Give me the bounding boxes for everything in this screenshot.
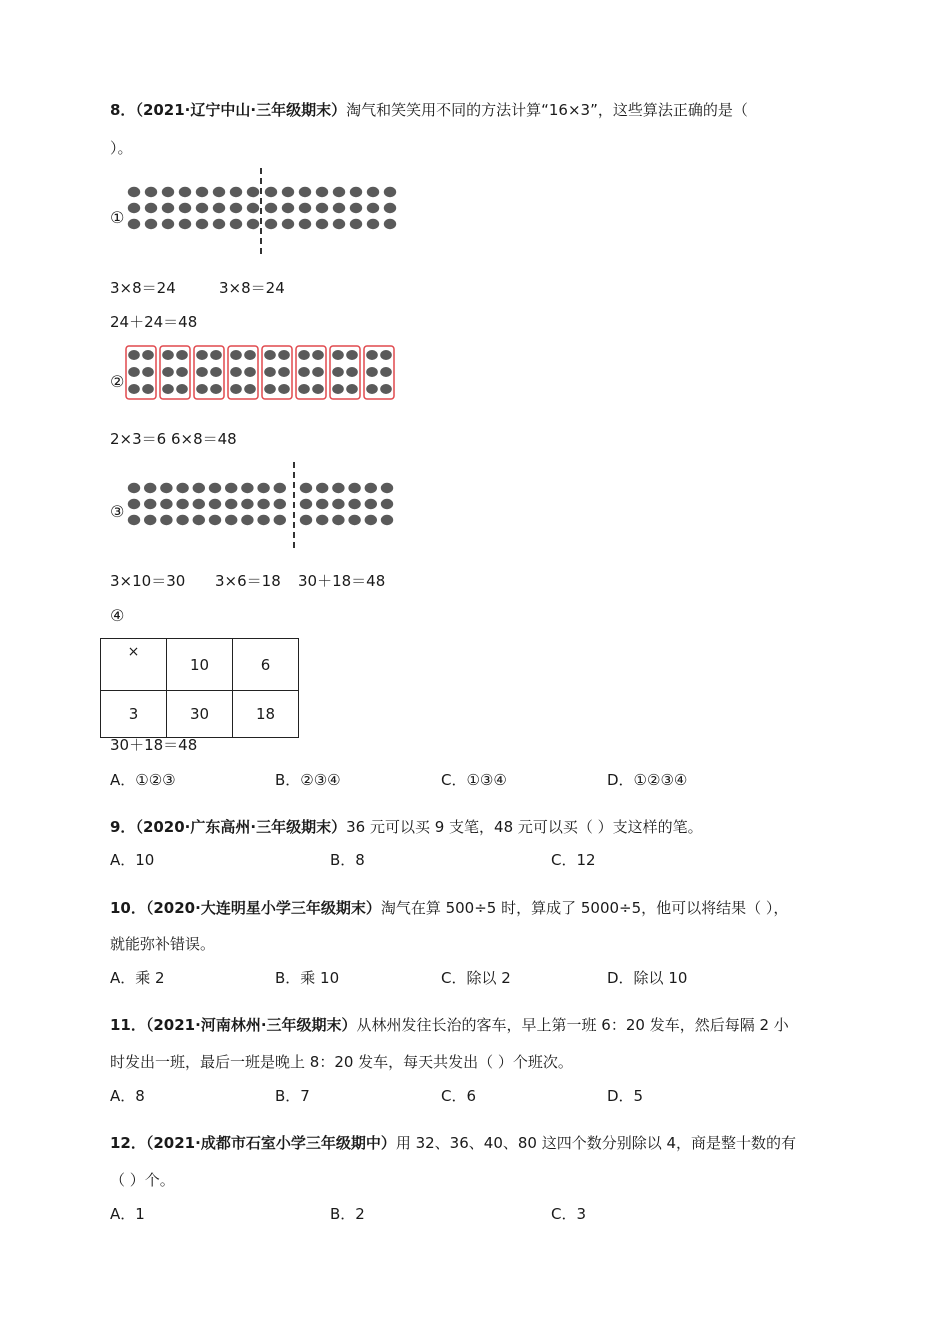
dot (333, 203, 345, 213)
dot (346, 384, 358, 394)
dot (241, 499, 253, 509)
dot (350, 203, 362, 213)
dot (230, 187, 242, 197)
q11-option-a[interactable]: A．8 (110, 1087, 145, 1105)
q8-method3-eq2: 3×6＝18 (215, 572, 281, 590)
dot (312, 367, 324, 377)
dot (128, 187, 140, 197)
dot (380, 350, 392, 360)
dot (332, 384, 344, 394)
dot (366, 367, 378, 377)
dot (299, 203, 311, 213)
dot (241, 515, 253, 525)
q10-stem-text: 淘气在算 500÷5 时，算成了 5000÷5，他可以将结果（ ）， (380, 899, 789, 917)
dot (196, 350, 208, 360)
dot (380, 384, 392, 394)
dot (176, 350, 188, 360)
dot (210, 350, 222, 360)
dot (162, 350, 174, 360)
dot (162, 203, 174, 213)
dot (244, 350, 256, 360)
dot (265, 219, 277, 229)
q8-method1-dot-figure (124, 166, 400, 256)
dot (176, 367, 188, 377)
dot (367, 187, 379, 197)
dot (365, 515, 377, 525)
dot (176, 515, 188, 525)
dot (196, 384, 208, 394)
q8-stem-line2: ）。 (110, 139, 133, 157)
dot (332, 350, 344, 360)
dot (299, 219, 311, 229)
dot (128, 515, 140, 525)
dot (348, 515, 360, 525)
q9-stem (110, 817, 703, 837)
dot (300, 483, 312, 493)
table-cell: 18 (233, 691, 299, 738)
dot (160, 515, 172, 525)
dot (257, 515, 269, 525)
dot (193, 515, 205, 525)
dot (264, 367, 276, 377)
dot (230, 367, 242, 377)
q8-method3-label: ③ (110, 502, 125, 521)
dot (209, 515, 221, 525)
dot (244, 367, 256, 377)
table-row-header-cell: 3 (101, 691, 167, 738)
dot (128, 384, 140, 394)
dot (257, 499, 269, 509)
q8-method1-label: ① (110, 208, 125, 227)
q12-stem-line2: （ ）个。 (110, 1171, 175, 1189)
q8-method2-dot-figure (124, 344, 402, 402)
dot (142, 384, 154, 394)
dot (244, 384, 256, 394)
q9-option-c[interactable]: C．12 (551, 851, 596, 869)
dot (346, 350, 358, 360)
dot (265, 187, 277, 197)
dot (145, 203, 157, 213)
dot (196, 187, 208, 197)
table-row (101, 691, 299, 738)
q8-number: 8． (110, 101, 136, 119)
dot (210, 367, 222, 377)
q9-option-a[interactable]: A．10 (110, 851, 155, 869)
dot (282, 219, 294, 229)
q10-option-b[interactable]: B．乘 10 (275, 969, 340, 987)
q8-option-d[interactable]: D．①②③④ (607, 771, 688, 789)
q12-source: （2021·成都市石室小学三年级期中） (145, 1134, 396, 1152)
dot (128, 203, 140, 213)
dot (145, 187, 157, 197)
dot (160, 499, 172, 509)
dot (298, 384, 310, 394)
dot (365, 483, 377, 493)
dot (384, 187, 396, 197)
dot (316, 203, 328, 213)
dot (162, 384, 174, 394)
dot (332, 367, 344, 377)
q9-stem-text: 36 元可以买 9 支笔，48 元可以买（ ）支这样的笔。 (346, 818, 703, 836)
table-header-cell: 10 (167, 639, 233, 691)
dot (350, 219, 362, 229)
dot (144, 499, 156, 509)
dot (230, 203, 242, 213)
dot (209, 483, 221, 493)
table-header-cell: 6 (233, 639, 299, 691)
dot (366, 384, 378, 394)
dot (282, 187, 294, 197)
q11-stem-text: 从林州发往长治的客车，早上第一班 6：20 发车，然后每隔 2 小 (356, 1016, 789, 1034)
dot (274, 483, 286, 493)
q11-option-b[interactable]: B．7 (275, 1087, 310, 1105)
dot (316, 219, 328, 229)
q11-number: 11． (110, 1016, 146, 1034)
dot (312, 350, 324, 360)
dot (348, 499, 360, 509)
dot (282, 203, 294, 213)
q10-option-a[interactable]: A．乘 2 (110, 969, 165, 987)
dot (128, 367, 140, 377)
dot (196, 203, 208, 213)
dot (247, 219, 259, 229)
dot (213, 203, 225, 213)
dot (381, 483, 393, 493)
dot (241, 483, 253, 493)
dot (209, 499, 221, 509)
dot (176, 384, 188, 394)
table-corner-cell: × (101, 639, 167, 691)
q10-stem-line2: 就能弥补错误。 (110, 935, 216, 953)
dot (179, 219, 191, 229)
dot (225, 499, 237, 509)
q8-method4-label: ④ (110, 606, 125, 625)
dot (145, 219, 157, 229)
q11-stem (110, 1015, 789, 1035)
dot (179, 187, 191, 197)
dot (300, 499, 312, 509)
dot (193, 499, 205, 509)
q10-stem (110, 898, 788, 918)
dot (264, 384, 276, 394)
dot (316, 483, 328, 493)
dot (210, 384, 222, 394)
dot (316, 515, 328, 525)
q8-method3-dot-figure (124, 460, 400, 550)
q12-stem (110, 1133, 796, 1153)
dot (257, 483, 269, 493)
dot (225, 483, 237, 493)
q8-method1-eq3: 24＋24＝48 (110, 313, 198, 331)
dot (196, 367, 208, 377)
dot (230, 350, 242, 360)
dot (384, 203, 396, 213)
dot (366, 350, 378, 360)
dot (128, 350, 140, 360)
q10-source: （2020·大连明星小学三年级期末） (145, 899, 381, 917)
dot (278, 367, 290, 377)
dot (162, 187, 174, 197)
q8-method3-eq3: 30＋18＝48 (298, 572, 386, 590)
dot (274, 515, 286, 525)
dot (384, 219, 396, 229)
q10-option-d[interactable]: D．除以 10 (607, 969, 688, 987)
q8-option-c[interactable]: C．①③④ (441, 771, 507, 789)
dot (128, 483, 140, 493)
q8-method1-eq1: 3×8＝24 (110, 279, 176, 297)
dot (316, 187, 328, 197)
dot (332, 499, 344, 509)
dot (162, 367, 174, 377)
q12-option-a[interactable]: A．1 (110, 1205, 145, 1223)
dot (381, 515, 393, 525)
q8-method2-label: ② (110, 372, 125, 391)
dot (298, 367, 310, 377)
dot (128, 499, 140, 509)
dot (381, 499, 393, 509)
q11-stem-line2: 时发出一班，最后一班是晚上 8：20 发车，每天共发出（ ）个班次。 (110, 1053, 573, 1071)
dot (265, 203, 277, 213)
q12-stem-text: 用 32、36、40、80 这四个数分别除以 4，商是整十数的有 (395, 1134, 797, 1152)
q9-number: 9． (110, 818, 136, 836)
dot (298, 350, 310, 360)
dot (160, 483, 172, 493)
dot (142, 350, 154, 360)
dot (264, 350, 276, 360)
dot (193, 483, 205, 493)
dot (225, 515, 237, 525)
q8-option-a[interactable]: A．①②③ (110, 771, 176, 789)
dot (247, 187, 259, 197)
dot (346, 367, 358, 377)
dot (230, 384, 242, 394)
dot (333, 187, 345, 197)
q8-option-b[interactable]: B．②③④ (275, 771, 341, 789)
q12-option-b[interactable]: B．2 (330, 1205, 365, 1223)
q8-source: （2021·辽宁中山·三年级期末） (135, 101, 347, 119)
dot (274, 499, 286, 509)
dot (230, 219, 242, 229)
dot (300, 515, 312, 525)
q10-number: 10． (110, 899, 146, 917)
q10-option-c[interactable]: C．除以 2 (441, 969, 511, 987)
dot (176, 483, 188, 493)
q11-option-d[interactable]: D．5 (607, 1087, 644, 1105)
table-row (101, 639, 299, 691)
dot (365, 499, 377, 509)
dot (196, 219, 208, 229)
dot (278, 384, 290, 394)
dot (380, 367, 392, 377)
q8-method2-eq: 2×3＝6 6×8＝48 (110, 430, 237, 448)
dot (316, 499, 328, 509)
dot (142, 367, 154, 377)
dot (144, 515, 156, 525)
q8-stem (110, 100, 748, 120)
dot (162, 219, 174, 229)
q8-stem-text: 淘气和笑笑用不同的方法计算“16×3”，这些算法正确的是（ (346, 101, 748, 119)
q9-source: （2020·广东高州·三年级期末） (135, 818, 347, 836)
dot (332, 483, 344, 493)
dot (333, 219, 345, 229)
dot (348, 483, 360, 493)
q11-option-c[interactable]: C．6 (441, 1087, 477, 1105)
dot (367, 203, 379, 213)
dot (247, 203, 259, 213)
dot (350, 187, 362, 197)
q12-number: 12． (110, 1134, 146, 1152)
dot (312, 384, 324, 394)
q9-option-b[interactable]: B．8 (330, 851, 365, 869)
q8-method1-eq2: 3×8＝24 (219, 279, 285, 297)
dot (299, 187, 311, 197)
dot (144, 483, 156, 493)
table-cell: 30 (167, 691, 233, 738)
dot (128, 219, 140, 229)
q8-method4-eq: 30＋18＝48 (110, 736, 198, 754)
dot (278, 350, 290, 360)
q8-method3-eq1: 3×10＝30 (110, 572, 186, 590)
q12-option-c[interactable]: C．3 (551, 1205, 587, 1223)
q11-source: （2021·河南林州·三年级期末） (145, 1016, 357, 1034)
dot (213, 219, 225, 229)
dot (367, 219, 379, 229)
dot (332, 515, 344, 525)
dot (179, 203, 191, 213)
dot (213, 187, 225, 197)
q8-method4-table (100, 638, 299, 738)
dot (176, 499, 188, 509)
